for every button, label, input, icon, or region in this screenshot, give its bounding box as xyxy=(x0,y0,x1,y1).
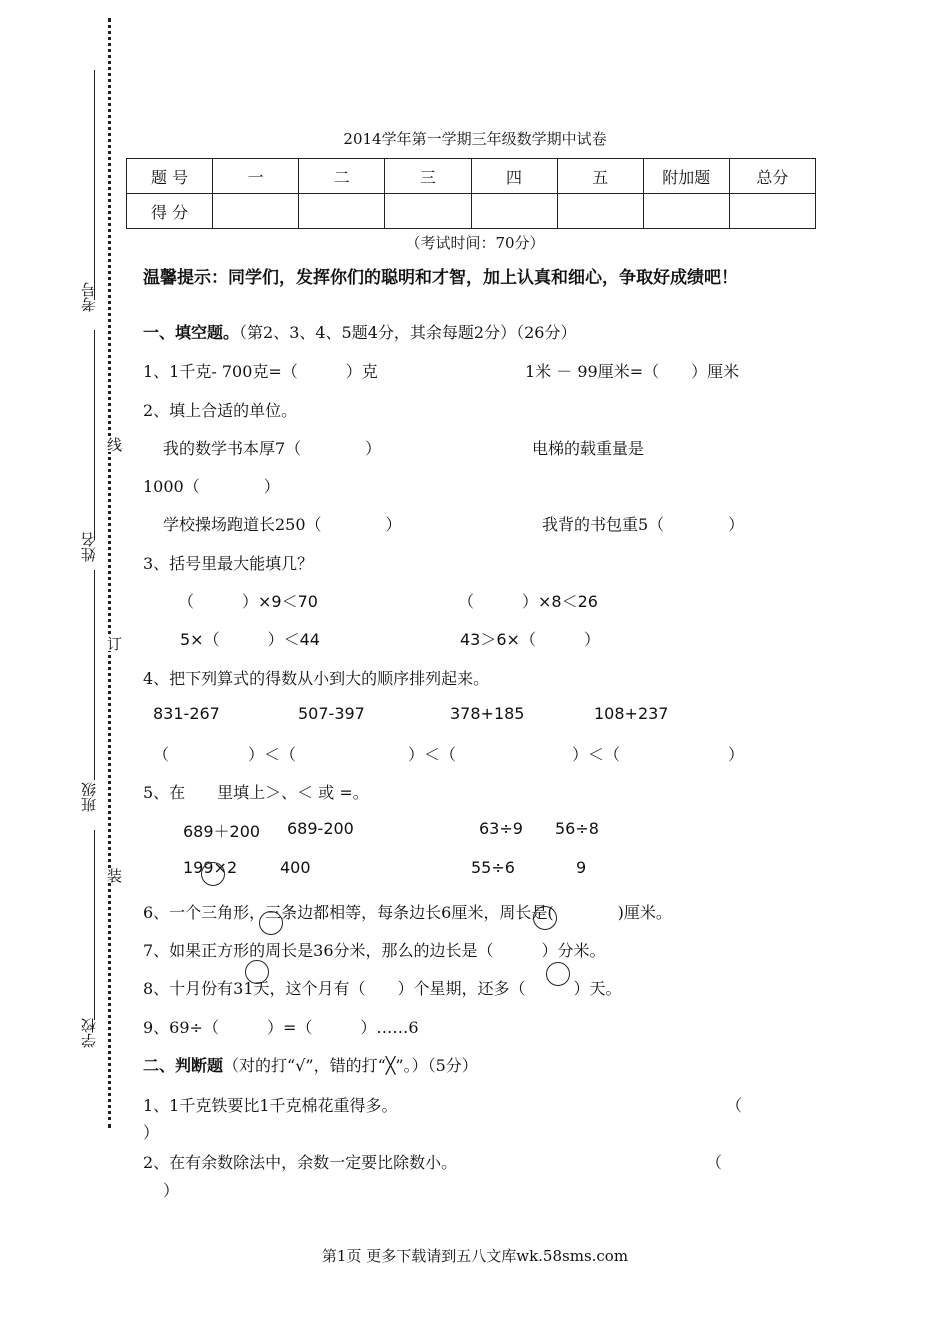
q4-order-part: ）＜（ xyxy=(248,745,297,764)
section2-title: 二、判断题 xyxy=(143,1056,224,1075)
class-line xyxy=(94,570,95,780)
q5-item: 199×2 xyxy=(183,858,238,877)
q3d: 43＞6×（ ） xyxy=(460,630,600,649)
exam-time: （考试时间：70分） xyxy=(405,234,545,252)
q3c: 5×（ ）＜44 xyxy=(180,630,320,649)
q4-order-part: ） xyxy=(728,745,745,764)
q5: 5、在 里填上＞、＜ 或 =。 xyxy=(143,783,369,802)
q1a: 1、1千克- 700克=（ ）克 xyxy=(143,362,378,381)
header-cell: 二 xyxy=(299,159,385,194)
page-title: 2014学年第一学期三年级数学期中试卷 xyxy=(343,130,607,148)
score-table-score-row xyxy=(127,194,816,229)
header-cell: 附加题 xyxy=(643,159,729,194)
section1-note: （第2、3、4、5题4分，其余每题2分）（26分） xyxy=(239,323,577,342)
q7: 7、如果正方形的周长是36分米，那么的边长是（ ）分米。 xyxy=(143,941,606,960)
q4-order-part: （ xyxy=(153,745,170,764)
cut-label-bind: 订 xyxy=(105,636,123,651)
score-cell[interactable] xyxy=(557,194,643,229)
judge-q2: 2、在有余数除法中，余数一定要比除数小。 xyxy=(143,1153,458,1172)
cut-label-line: 线 xyxy=(105,437,123,452)
exam-number-line xyxy=(94,70,95,300)
q5-item: 400 xyxy=(280,858,311,877)
header-cell: 题 号 xyxy=(127,159,213,194)
page-footer: 第1页 更多下载请到五八文库wk.58sms.com xyxy=(321,1247,629,1265)
q3b: （ ）×8＜26 xyxy=(458,592,598,611)
q8: 8、十月份有31天，这个月有（ ）个星期，还多（ ）天。 xyxy=(143,979,622,998)
q1b: 1米 － 99厘米=（ ）厘米 xyxy=(525,362,740,381)
q3: 3、括号里最大能填几？ xyxy=(143,554,314,573)
q2b: 电梯的载重量是 xyxy=(532,439,645,458)
score-cell[interactable] xyxy=(299,194,385,229)
q2c: 学校操场跑道长250（ ） xyxy=(163,515,402,534)
class-label: 班级 xyxy=(80,782,98,812)
score-cell[interactable] xyxy=(385,194,471,229)
judge-q1-close[interactable]: ） xyxy=(143,1123,160,1142)
q4-order-part: ）＜（ xyxy=(572,745,621,764)
header-cell: 三 xyxy=(385,159,471,194)
q5-item: 689-200 xyxy=(287,819,354,838)
header-cell: 四 xyxy=(471,159,557,194)
section2-header xyxy=(143,1053,478,1076)
q4: 4、把下列算式的得数从小到大的顺序排列起来。 xyxy=(143,669,490,688)
q6: 6、一个三角形，三条边都相等，每条边长6厘米，周长是( )厘米。 xyxy=(143,903,672,922)
score-row-label: 得 分 xyxy=(127,194,213,229)
q2a: 我的数学书本厚7（ ） xyxy=(163,439,382,458)
q5-item: 55÷6 xyxy=(471,858,515,877)
q2b-cont: 1000（ ） xyxy=(143,477,280,496)
score-cell[interactable] xyxy=(729,194,815,229)
header-cell: 总分 xyxy=(729,159,815,194)
score-cell[interactable] xyxy=(471,194,557,229)
section2-note: （对的打“√”，错的打“╳”。）（5分） xyxy=(223,1056,478,1075)
warm-tip: 温馨提示：同学们，发挥你们的聪明和才智，加上认真和细心，争取好成绩吧！ xyxy=(143,268,738,288)
header-cell: 一 xyxy=(213,159,299,194)
q3a: （ ）×9＜70 xyxy=(178,592,318,611)
name-line xyxy=(94,330,95,540)
q5-item: 63÷9 xyxy=(479,819,523,838)
score-table xyxy=(126,158,816,229)
q9: 9、69÷（ ）=（ ）……6 xyxy=(143,1018,419,1037)
q4-expr: 378+185 xyxy=(450,704,525,723)
score-cell[interactable] xyxy=(643,194,729,229)
header-cell: 五 xyxy=(557,159,643,194)
q4-expr: 108+237 xyxy=(594,704,669,723)
binding-dotted-line xyxy=(108,18,111,1128)
q4-expr: 831-267 xyxy=(153,704,220,723)
cut-label-staple: 装 xyxy=(105,868,123,883)
school-label: 学校 xyxy=(80,1018,98,1048)
q5-item: 56÷8 xyxy=(555,819,599,838)
q4-expr: 507-397 xyxy=(298,704,365,723)
compare-circle[interactable] xyxy=(201,862,225,886)
section1-title: 一、填空题。 xyxy=(143,323,240,342)
judge-q2-close[interactable]: ） xyxy=(163,1181,180,1200)
judge-q2-open[interactable]: （ xyxy=(706,1153,723,1172)
q2: 2、填上合适的单位。 xyxy=(143,401,298,420)
section1-header xyxy=(143,320,576,343)
q5-item: 9 xyxy=(576,858,587,877)
score-cell[interactable] xyxy=(213,194,299,229)
judge-q1-open[interactable]: （ xyxy=(726,1096,743,1115)
q5-item: 689＋200 xyxy=(183,822,261,841)
name-label: 姓名 xyxy=(80,532,98,562)
q2d: 我背的书包重5（ ） xyxy=(542,515,745,534)
score-table-header-row xyxy=(127,159,816,194)
school-line xyxy=(94,830,95,1020)
judge-q1: 1、1千克铁要比1千克棉花重得多。 xyxy=(143,1096,398,1115)
q4-order-part: ）＜（ xyxy=(408,745,457,764)
exam-number-label: 考号 xyxy=(80,282,98,312)
